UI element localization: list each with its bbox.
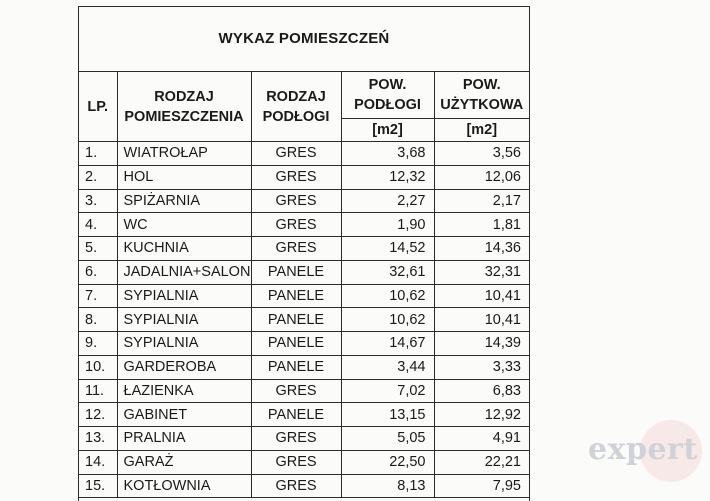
cell-usable-area: 10,41 <box>434 308 529 332</box>
table-row <box>79 474 529 498</box>
cell-floor-area: 10,62 <box>341 308 434 332</box>
table-row <box>79 284 529 308</box>
cell-lp: 9. <box>79 332 117 356</box>
cell-floor: GRES <box>251 237 341 261</box>
cell-usable-area: 1,81 <box>434 213 529 237</box>
cell-room: PRALNIA <box>117 427 251 451</box>
cell-usable-area: 10,41 <box>434 284 529 308</box>
cell-floor: GRES <box>251 427 341 451</box>
cell-room: SPIŻARNIA <box>117 189 251 213</box>
cell-usable-area: 12,92 <box>434 403 529 427</box>
table-row <box>79 308 529 332</box>
room-schedule-table <box>79 72 529 498</box>
cell-lp: 7. <box>79 284 117 308</box>
cell-lp: 11. <box>79 379 117 403</box>
cell-floor: PANELE <box>251 308 341 332</box>
cell-floor: GRES <box>251 165 341 189</box>
cell-lp: 14. <box>79 450 117 474</box>
cell-usable-area: 6,83 <box>434 379 529 403</box>
cell-floor-area: 3,68 <box>341 142 434 166</box>
cell-floor-area: 14,67 <box>341 332 434 356</box>
cell-usable-area: 3,33 <box>434 355 529 379</box>
cell-usable-area: 32,31 <box>434 260 529 284</box>
cell-usable-area: 4,91 <box>434 427 529 451</box>
cell-room: GARDEROBA <box>117 355 251 379</box>
cell-floor: PANELE <box>251 355 341 379</box>
cell-lp: 13. <box>79 427 117 451</box>
table-row <box>79 332 529 356</box>
cell-room: SYPIALNIA <box>117 308 251 332</box>
cell-usable-area: 22,21 <box>434 450 529 474</box>
cell-floor: PANELE <box>251 284 341 308</box>
header-room-type: RODZAJ POMIESZCZENIA <box>117 72 251 142</box>
cell-floor-area: 1,90 <box>341 213 434 237</box>
cell-floor: PANELE <box>251 332 341 356</box>
room-schedule-document <box>78 6 530 501</box>
cell-floor: GRES <box>251 450 341 474</box>
cell-floor-area: 22,50 <box>341 450 434 474</box>
cell-lp: 5. <box>79 237 117 261</box>
cell-floor-area: 3,44 <box>341 355 434 379</box>
cell-lp: 2. <box>79 165 117 189</box>
cell-floor: GRES <box>251 189 341 213</box>
cell-floor-area: 12,32 <box>341 165 434 189</box>
header-lp: LP. <box>79 72 117 142</box>
cell-floor-area: 8,13 <box>341 474 434 498</box>
cell-room: KUCHNIA <box>117 237 251 261</box>
table-row <box>79 450 529 474</box>
cell-room: GARAŻ <box>117 450 251 474</box>
table-row <box>79 355 529 379</box>
cell-room: JADALNIA+SALON <box>117 260 251 284</box>
cell-room: SYPIALNIA <box>117 332 251 356</box>
cell-room: HOL <box>117 165 251 189</box>
cell-usable-area: 14,39 <box>434 332 529 356</box>
cell-floor: GRES <box>251 142 341 166</box>
header-floor-area: POW. PODŁOGI <box>341 72 434 119</box>
table-row <box>79 165 529 189</box>
cell-room: WC <box>117 213 251 237</box>
cell-lp: 10. <box>79 355 117 379</box>
table-row <box>79 213 529 237</box>
cell-lp: 15. <box>79 474 117 498</box>
cell-room: ŁAZIENKA <box>117 379 251 403</box>
cell-usable-area: 3,56 <box>434 142 529 166</box>
cell-floor: PANELE <box>251 260 341 284</box>
cell-lp: 12. <box>79 403 117 427</box>
cell-lp: 8. <box>79 308 117 332</box>
cell-usable-area: 2,17 <box>434 189 529 213</box>
header-usable-area: POW. UŻYTKOWA <box>434 72 529 119</box>
cell-usable-area: 14,36 <box>434 237 529 261</box>
cell-lp: 4. <box>79 213 117 237</box>
cell-room: SYPIALNIA <box>117 284 251 308</box>
header-unit-usable-area: [m2] <box>434 119 529 142</box>
cell-floor: GRES <box>251 213 341 237</box>
header-floor-type: RODZAJ PODŁOGI <box>251 72 341 142</box>
cell-floor: PANELE <box>251 403 341 427</box>
cell-usable-area: 7,95 <box>434 474 529 498</box>
document-title: WYKAZ POMIESZCZEŃ <box>79 7 529 72</box>
cell-room: WIATROŁAP <box>117 142 251 166</box>
cell-floor: GRES <box>251 474 341 498</box>
table-row <box>79 237 529 261</box>
cell-floor-area: 10,62 <box>341 284 434 308</box>
cell-floor-area: 13,15 <box>341 403 434 427</box>
cell-floor-area: 32,61 <box>341 260 434 284</box>
table-row <box>79 189 529 213</box>
watermark-logo: expert <box>588 432 698 467</box>
cell-usable-area: 12,06 <box>434 165 529 189</box>
cell-lp: 1. <box>79 142 117 166</box>
header-unit-floor-area: [m2] <box>341 119 434 142</box>
cell-room: GABINET <box>117 403 251 427</box>
table-row <box>79 142 529 166</box>
cell-lp: 6. <box>79 260 117 284</box>
cell-floor: GRES <box>251 379 341 403</box>
table-row <box>79 379 529 403</box>
table-row <box>79 427 529 451</box>
cell-floor-area: 5,05 <box>341 427 434 451</box>
cell-floor-area: 14,52 <box>341 237 434 261</box>
cell-room: KOTŁOWNIA <box>117 474 251 498</box>
cell-lp: 3. <box>79 189 117 213</box>
cell-floor-area: 7,02 <box>341 379 434 403</box>
table-row <box>79 260 529 284</box>
cell-floor-area: 2,27 <box>341 189 434 213</box>
table-row <box>79 403 529 427</box>
